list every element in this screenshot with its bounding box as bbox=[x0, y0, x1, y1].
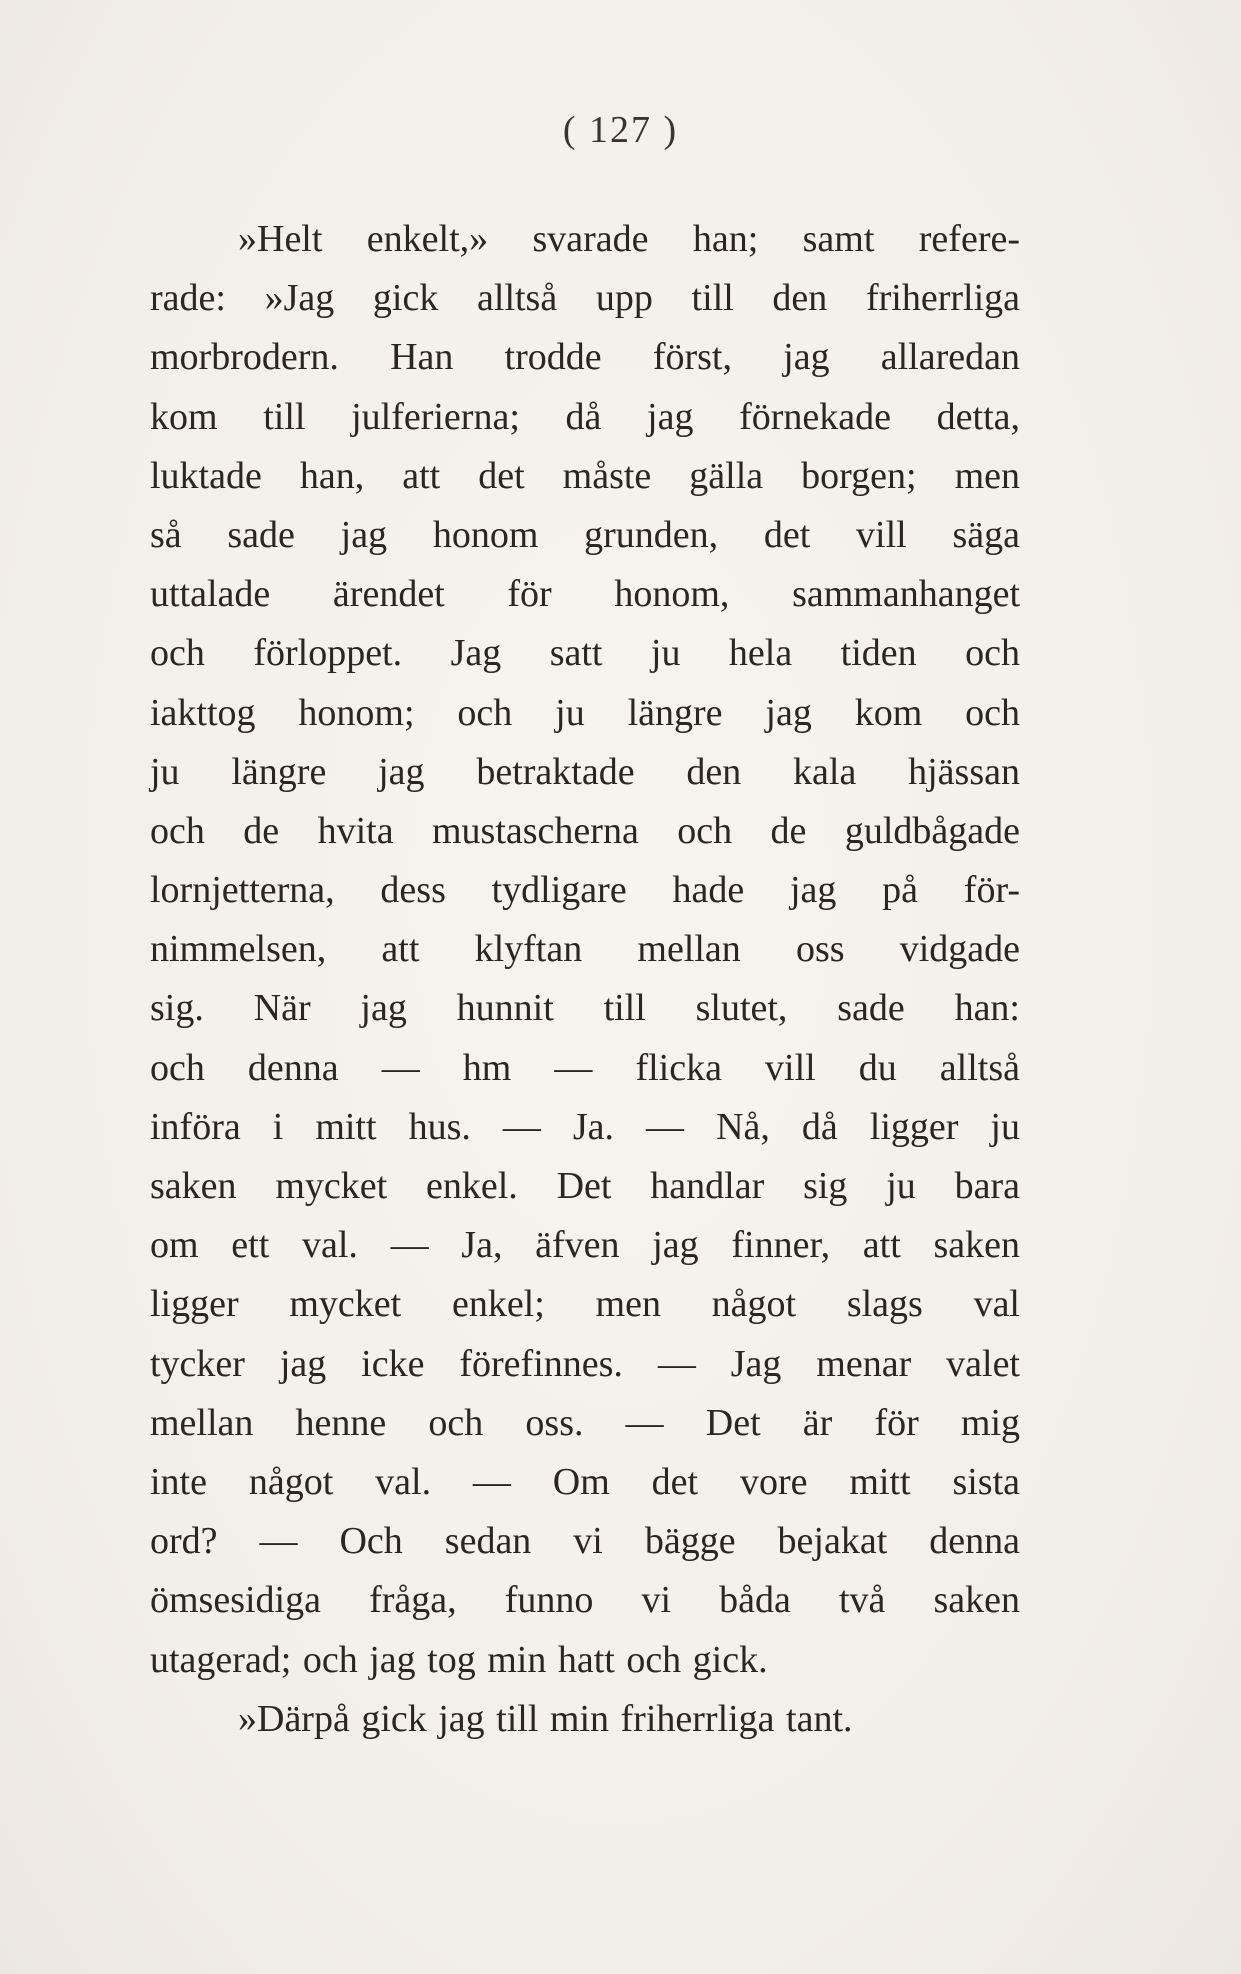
text-line: saken mycket enkel. Det handlar sig ju bara bbox=[150, 1165, 1020, 1207]
page-number: ( 127 ) bbox=[562, 109, 679, 151]
text-line: luktade han, att det måste gälla borgen; men bbox=[150, 454, 1020, 497]
text-line: »Helt enkelt,» svarade han; samt refere- bbox=[238, 218, 1020, 260]
text-line: inte något val. — Om det vore mitt sista bbox=[150, 1460, 1020, 1503]
text-line: ömsesidiga fråga, funno vi båda två saken bbox=[150, 1579, 1020, 1622]
text-line: ligger mycket enkel; men något slags val bbox=[150, 1283, 1020, 1326]
text-line: nimmelsen, att klyftan mellan oss vidgade bbox=[150, 928, 1020, 971]
text-line: ord? — Och sedan vi bägge bejakat denna bbox=[150, 1520, 1020, 1563]
text-line: lornjetterna, dess tydligare hade jag på för- bbox=[150, 869, 1020, 912]
text-line: och denna — hm — flicka vill du alltså bbox=[150, 1046, 1020, 1089]
text-line: iakttog honom; och ju längre jag kom och bbox=[150, 691, 1020, 734]
text-line: »Därpå gick jag till min friherrliga tant. bbox=[238, 1697, 853, 1740]
text-line: sig. När jag hunnit till slutet, sade han: bbox=[150, 987, 1020, 1030]
text-line: om ett val. — Ja, äfven jag finner, att saken bbox=[150, 1224, 1020, 1267]
text-line: tycker jag icke förefinnes. — Jag menar valet bbox=[150, 1342, 1020, 1385]
text-line: så sade jag honom grunden, det vill säga bbox=[150, 513, 1020, 556]
body-text bbox=[150, 210, 1020, 1749]
text-line: uttalade ärendet för honom, sammanhanget bbox=[150, 573, 1020, 616]
text-line: morbrodern. Han trodde först, jag allaredan bbox=[150, 336, 1020, 379]
text-line: ju längre jag betraktade den kala hjässan bbox=[150, 750, 1020, 793]
text-line: och förloppet. Jag satt ju hela tiden och bbox=[150, 632, 1020, 675]
text-line: och de hvita mustascherna och de guldbågade bbox=[150, 809, 1020, 852]
text-line: införa i mitt hus. — Ja. — Nå, då ligger ju bbox=[150, 1105, 1020, 1148]
text-line: mellan henne och oss. — Det är för mig bbox=[150, 1401, 1020, 1444]
text-line: utagerad; och jag tog min hatt och gick. bbox=[150, 1638, 768, 1681]
text-line: kom till julferierna; då jag förnekade detta, bbox=[150, 395, 1020, 438]
text-line: rade: »Jag gick alltså upp till den friherrliga bbox=[150, 277, 1020, 320]
